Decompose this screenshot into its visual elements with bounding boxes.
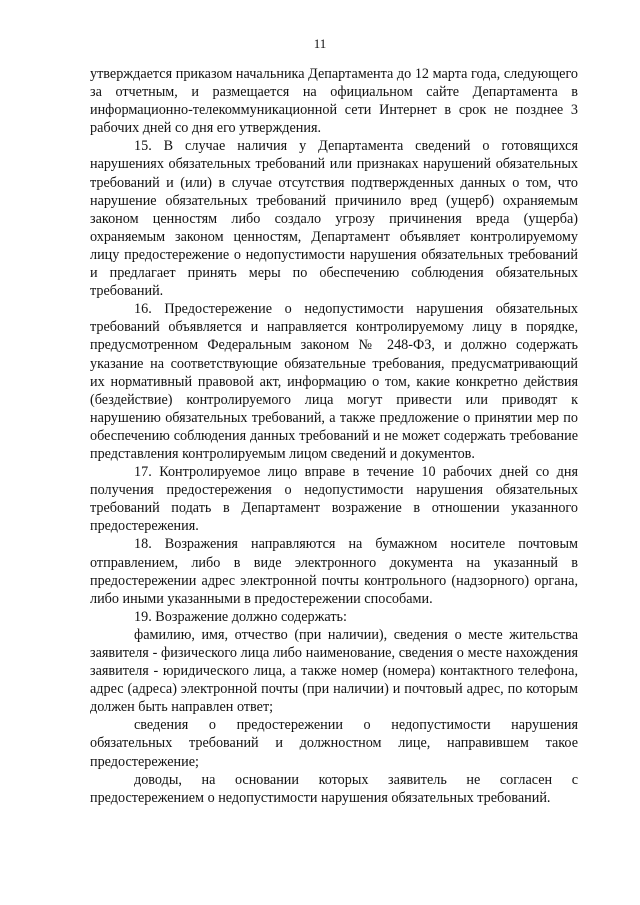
paragraph-16: 16. Предостережение о недопустимости нарушения обязательных требований объявляется и направляется контролируемому лицу в порядке, предусмотренном Федеральным законом № 248-ФЗ, и должно содержать указание на соответствующие обязательные требования, предусматривающий их нормативный правовой акт, информацию о том, какие конкретно действия (бездействие) контролируемого лица могут привести или приводят к нарушению обязательных требований, а также предложение о принятии мер по обеспечению соблюдения данных требований и не может содержать требование представления контролируемым лицом сведений и документов.	[90, 301, 578, 462]
page-number: 11	[313, 36, 327, 51]
paragraph-17: 17. Контролируемое лицо вправе в течение 10 рабочих дней со дня получения предостережения о недопустимости нарушения обязательных требований подать в Департамент возражение в отношении указанного предостережения.	[90, 464, 578, 535]
paragraph-15: 15. В случае наличия у Департамента сведений о готовящихся нарушениях обязательных требований или признаках нарушений обязательных требований и (или) в случае отсутствия подтвержденных данных о том, что нарушение обязательных требований причинило вред (ущерб) охраняемым законом ценностям либо создало угрозу причинения вреда (ущерба) охраняемым законом ценностям, Департамент объявляет контролируемому лицу предостережение о недопустимости нарушения обязательных требований и предлагает принять меры по обеспечению соблюдения обязательных требований.	[90, 138, 578, 300]
paragraph-continuation: утверждается приказом начальника Департамента до 12 марта года, следующего за отчетным, и размещается на официальном сайте Департамента в информационно-телекоммуникационной сети Интернет в срок не позднее 3 рабочих дней со дня его утверждения.	[90, 66, 578, 137]
paragraph-18: 18. Возражения направляются на бумажном носителе почтовым отправлением, либо в виде электронного документа на указанный в предостережении адрес электронной почты контрольного (надзорного) органа, либо иными указанными в предостережении способами.	[90, 536, 578, 607]
document-body	[90, 65, 578, 807]
paragraph-19-item-2: сведения о предостережении о недопустимости нарушения обязательных требований и должностном лице, направившем такое предостережение;	[90, 717, 578, 770]
paragraph-19: 19. Возражение должно содержать:	[134, 608, 347, 625]
paragraph-19-item-3: доводы, на основании которых заявитель не согласен с предостережением о недопустимости нарушения обязательных требований.	[90, 771, 578, 806]
paragraph-19-item-1: фамилию, имя, отчество (при наличии), сведения о месте жительства заявителя - физического лица либо наименование, сведения о месте нахождения заявителя - юридического лица, а также номер (номера) контактного телефона, адрес (адреса) электронной почты (при наличии) и почтовый адрес, по которым должен быть направлен ответ;	[90, 626, 578, 716]
